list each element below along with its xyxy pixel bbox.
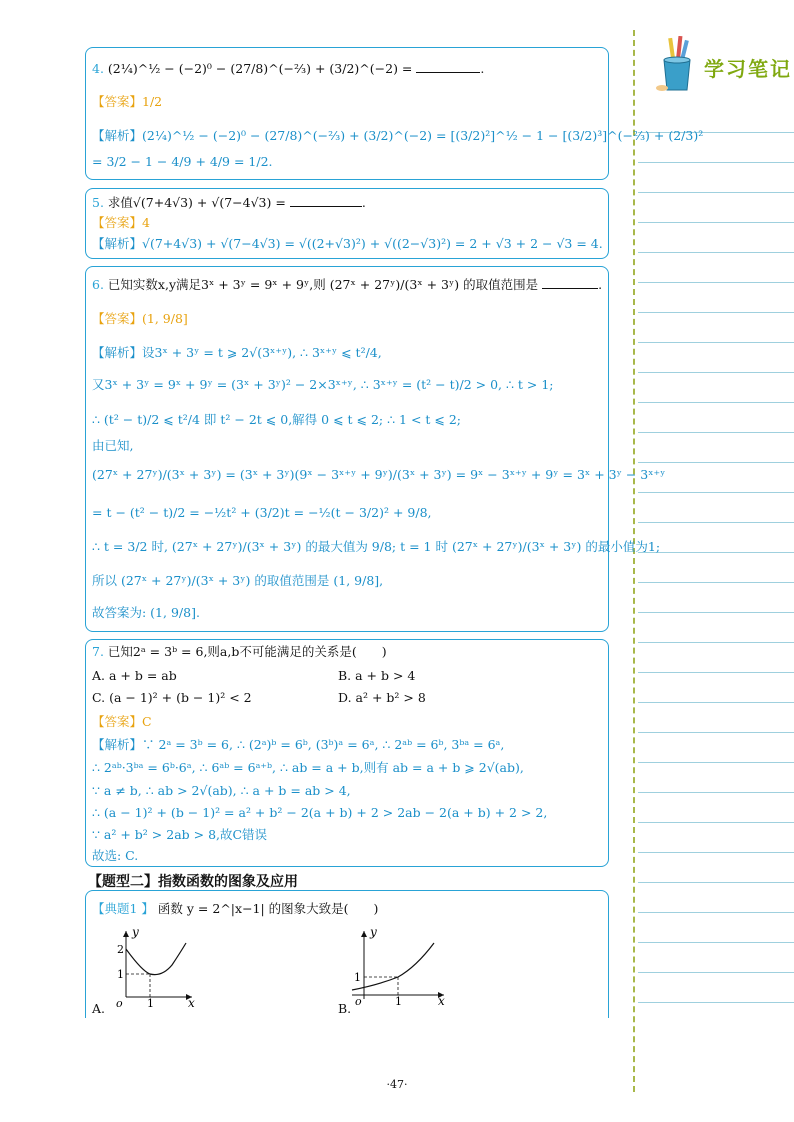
q6-solution-6: = t − (t² − t)/2 = −½t² + (3/2)t = −½(t − 3/2)² + 9/8, bbox=[92, 505, 432, 520]
q7-answer-tag: 【答案】 bbox=[92, 714, 143, 729]
example-1-box bbox=[85, 890, 609, 1018]
notes-title: 学习笔记 bbox=[704, 57, 792, 81]
q5-number: 5. bbox=[92, 195, 104, 210]
q4-stem: 4. (2¼)^½ − (−2)⁰ − (27/8)^(−⅔) + (3/2)^(−2) = . bbox=[92, 61, 485, 76]
q7-option-a: A. a + b = ab bbox=[92, 668, 177, 683]
q6-solution-tag: 【解析】 bbox=[92, 345, 143, 360]
q5-answer-line bbox=[92, 215, 150, 231]
q5-stem-text: 求值√(7+4√3) + √(7−4√3) = bbox=[107, 195, 286, 210]
q6-solution-1: 设3ˣ + 3ʸ = t ⩾ 2√(3ˣ⁺ʸ), ∴ 3ˣ⁺ʸ ⩽ t²/4, bbox=[142, 345, 382, 360]
question-7-box bbox=[85, 639, 609, 867]
example-1-option-a: A. bbox=[92, 1001, 106, 1016]
q4-stem-text: (2¼)^½ − (−2)⁰ − (27/8)^(−⅔) + (3/2)^(−2) = bbox=[107, 61, 413, 76]
graph-b-origin: o bbox=[355, 995, 362, 1007]
example-1-stem bbox=[92, 901, 378, 917]
graph-b-x-label: x bbox=[438, 994, 445, 1007]
q4-answer: 1/2 bbox=[142, 94, 163, 109]
q6-answer-tag: 【答案】 bbox=[92, 311, 143, 326]
example-1-option-b: B. bbox=[338, 1001, 352, 1016]
q6-solution-7: ∴ t = 3/2 时, (27ˣ + 27ʸ)/(3ˣ + 3ʸ) 的最大值为 9/8; t = 1 时 (27ˣ + 27ʸ)/(3ˣ + 3ʸ) 的最小值为1; bbox=[92, 539, 661, 554]
q6-solution-2: 又3ˣ + 3ʸ = 9ˣ + 9ʸ = (3ˣ + 3ʸ)² − 2×3ˣ⁺ʸ, ∴ 3ˣ⁺ʸ = (t² − t)/2 > 0, ∴ t > 1; bbox=[92, 377, 554, 392]
graph-a-y-label: y bbox=[132, 927, 139, 939]
q7-solution-4: ∴ (a − 1)² + (b − 1)² = a² + b² − 2(a + b) + 2 > 2ab − 2(a + b) + 2 > 2, bbox=[92, 805, 548, 820]
q4-answer-tag: 【答案】 bbox=[92, 94, 143, 109]
q6-answer: (1, 9/8] bbox=[142, 311, 188, 326]
graph-a-tick-x-1: 1 bbox=[147, 997, 154, 1007]
q4-number: 4. bbox=[92, 61, 104, 76]
graph-a-tick-y-2: 2 bbox=[117, 943, 124, 956]
q7-answer-line bbox=[92, 714, 152, 730]
q7-option-c: C. (a − 1)² + (b − 1)² < 2 bbox=[92, 690, 252, 705]
question-4-box bbox=[85, 47, 704, 180]
section-heading: 【题型二】指数函数的图象及应用 bbox=[88, 874, 298, 890]
q5-answer: 4 bbox=[142, 215, 150, 230]
q7-solution-5: ∵ a² + b² > 2ab > 8,故C错误 bbox=[92, 827, 268, 842]
q7-number: 7. bbox=[92, 644, 104, 659]
q6-solution-3: ∴ (t² − t)/2 ⩽ t²/4 即 t² − 2t ⩽ 0,解得 0 ⩽ t ⩽ 2; ∴ 1 < t ⩽ 2; bbox=[92, 412, 462, 427]
graph-a-tick-y-1: 1 bbox=[117, 968, 124, 981]
example-1-tag: 【典题1 】 bbox=[92, 901, 154, 916]
q5-answer-tag: 【答案】 bbox=[92, 215, 143, 230]
example-1-stem-text: 函数 y = 2^|x−1| 的图象大致是( ) bbox=[157, 901, 379, 916]
q6-solution-9: 故答案为: (1, 9/8]. bbox=[92, 605, 200, 620]
graph-b-y-label: y bbox=[370, 927, 377, 939]
q6-stem-text: 已知实数x,y满足3ˣ + 3ʸ = 9ˣ + 9ʸ,则 (27ˣ + 27ʸ)/(3ˣ + 3ʸ) 的取值范围是 bbox=[107, 277, 539, 292]
q7-option-b: B. a + b > 4 bbox=[338, 668, 416, 683]
q6-answer-blank bbox=[542, 278, 598, 289]
q4-answer-line bbox=[92, 94, 162, 110]
q4-solution-2: = 3/2 − 1 − 4/9 + 4/9 = 1/2. bbox=[92, 154, 273, 169]
q7-stem bbox=[92, 644, 387, 660]
graph-b-tick-x-1: 1 bbox=[395, 995, 402, 1007]
q7-solution-line-1 bbox=[92, 737, 504, 753]
q6-solution-5: (27ˣ + 27ʸ)/(3ˣ + 3ʸ) = (3ˣ + 3ʸ)(9ˣ − 3ˣ⁺ʸ + 9ʸ)/(3ˣ + 3ʸ) = 9ˣ − 3ˣ⁺ʸ + 9ʸ = 3ˣ + 3ʸ − 3ˣ⁺ʸ bbox=[92, 467, 666, 482]
q7-solution-3: ∵ a ≠ b, ∴ ab > 2√(ab), ∴ a + b = ab > 4, bbox=[92, 783, 351, 798]
pencil-cup-icon bbox=[652, 36, 700, 96]
graph-a-x-label: x bbox=[188, 996, 195, 1007]
q7-solution-2: ∴ 2ᵃᵇ·3ᵇᵃ = 6ᵇ·6ᵃ, ∴ 6ᵃᵇ = 6ᵃ⁺ᵇ, ∴ ab = a + b,则有 ab = a + b ⩾ 2√(ab), bbox=[92, 760, 524, 775]
q5-solution-line bbox=[92, 236, 603, 252]
q6-number: 6. bbox=[92, 277, 104, 292]
q5-stem: 5. 求值√(7+4√3) + √(7−4√3) = . bbox=[92, 195, 366, 210]
q6-solution-4: 由已知, bbox=[92, 438, 134, 453]
q4-solution-tag: 【解析】 bbox=[92, 128, 143, 143]
graph-b-tick-y-1: 1 bbox=[354, 971, 361, 984]
q6-stem: 6. 已知实数x,y满足3ˣ + 3ʸ = 9ˣ + 9ʸ,则 (27ˣ + 27ʸ)/(3ˣ + 3ʸ) 的取值范围是 . bbox=[92, 277, 603, 292]
q5-solution-tag: 【解析】 bbox=[92, 236, 143, 251]
graph-b bbox=[350, 927, 450, 1007]
q6-answer-line bbox=[92, 311, 188, 327]
q7-solution-1: ∵ 2ᵃ = 3ᵇ = 6, ∴ (2ᵃ)ᵇ = 6ᵇ, (3ᵇ)ᵃ = 6ᵃ, ∴ 2ᵃᵇ = 6ᵇ, 3ᵇᵃ = 6ᵃ, bbox=[142, 737, 505, 752]
page-number: ·47· bbox=[386, 1078, 408, 1091]
q5-answer-blank bbox=[290, 196, 362, 207]
q5-solution-1: √(7+4√3) + √(7−4√3) = √((2+√3)²) + √((2−√3)²) = 2 + √3 + 2 − √3 = 4. bbox=[142, 236, 603, 251]
q4-solution-1: (2¼)^½ − (−2)⁰ − (27/8)^(−⅔) + (3/2)^(−2) = [(3/2)²]^½ − 1 − [(3/2)³]^(−⅔) + (2/3)² bbox=[142, 128, 704, 143]
q6-solution-line-1 bbox=[92, 345, 382, 361]
graph-a bbox=[112, 927, 198, 1007]
question-6-box bbox=[85, 266, 666, 632]
q4-solution-line-1 bbox=[92, 128, 703, 144]
q7-option-d: D. a² + b² > 8 bbox=[338, 690, 426, 705]
q7-solution-tag: 【解析】 bbox=[92, 737, 143, 752]
graph-a-origin: o bbox=[116, 997, 123, 1007]
q7-stem-text: 已知2ᵃ = 3ᵇ = 6,则a,b不可能满足的关系是( ) bbox=[107, 644, 387, 659]
notes-divider bbox=[633, 30, 635, 1092]
q6-solution-8: 所以 (27ˣ + 27ʸ)/(3ˣ + 3ʸ) 的取值范围是 (1, 9/8], bbox=[92, 573, 384, 588]
question-5-box bbox=[85, 188, 609, 259]
q7-solution-6: 故选: C. bbox=[92, 848, 139, 863]
q4-answer-blank bbox=[416, 62, 480, 73]
q7-answer: C bbox=[142, 714, 152, 729]
